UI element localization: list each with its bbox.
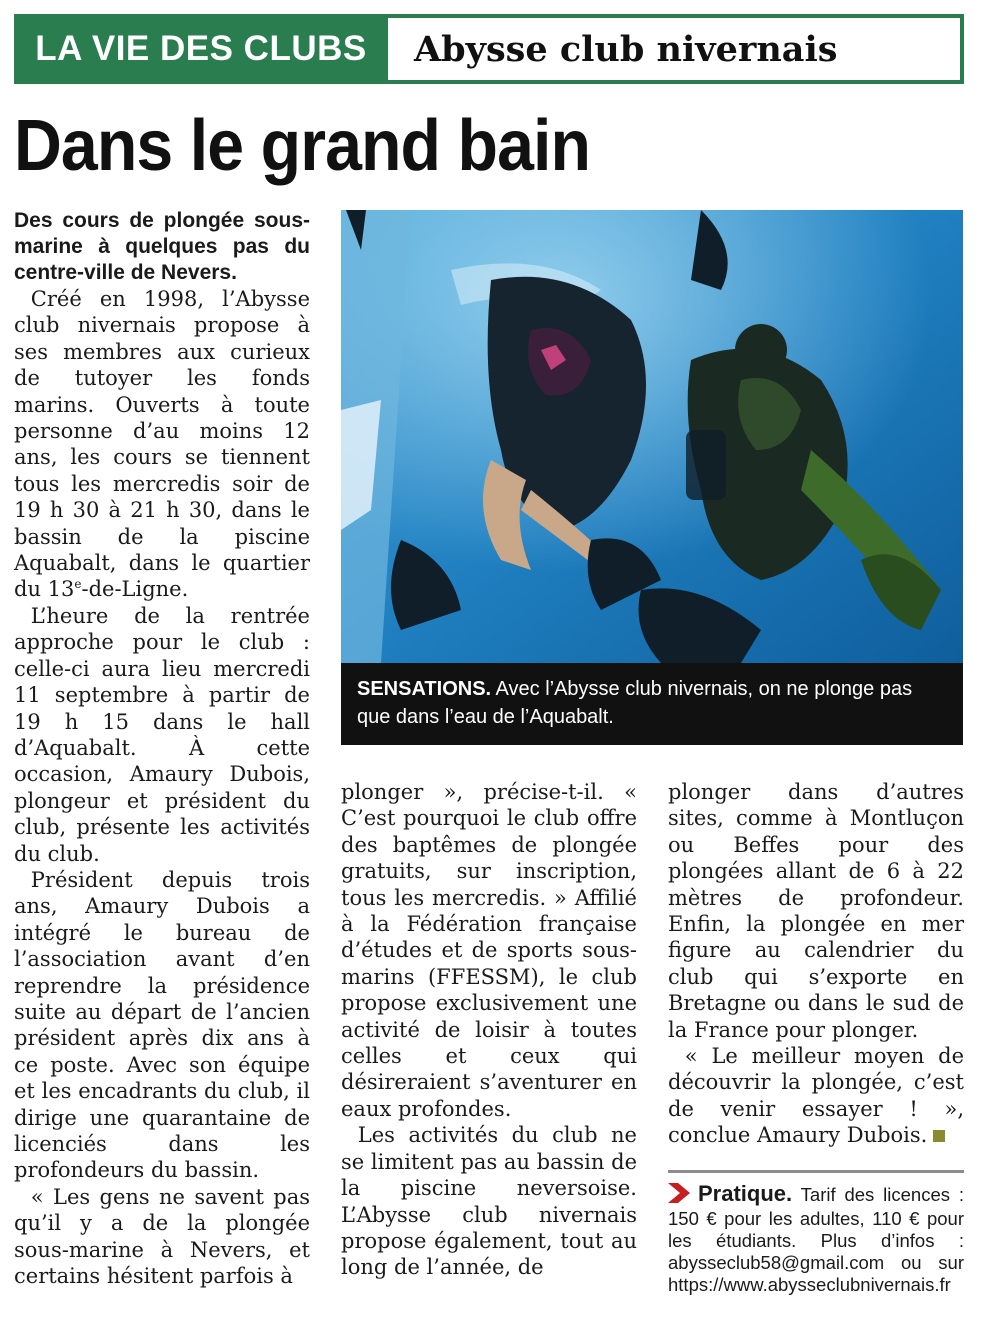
column-3 — [668, 779, 964, 1149]
column-1 — [14, 208, 310, 1289]
paragraph-2: L’heure de la rentrée approche pour le club : celle-ci aura lieu mercredi 11 septembre à partir de 19 h 15 dans le hall d’Aquabalt. À cette occasion, Amaury Dubois, plongeur et président du club, présente les activités du club. — [14, 603, 310, 866]
section-banner — [14, 14, 964, 84]
arrow-right-icon — [668, 1183, 692, 1208]
paragraph-3: Président depuis trois ans, Amaury Dubois a intégré le bureau de l’association avant d’en reprendre la présidence suite au départ de l’ancien président après dix ans à ce poste. Avec son équipe et les encadrants du club, il dirige une quarantaine de licenciés dans les profondeurs du bassin. — [14, 867, 310, 1183]
paragraph-5: plonger », précise-t-il. « C’est pourquoi le club offre des baptêmes de plongée gratuits, sur inscription, tous les mercredis. » Affilié à la Fédération française d’études et de sports sous-marins (FFESSM), le club propose exclusivement une activité de loisir à toutes celles et ceux qui désireraient s’aventurer en eaux profondes. — [341, 780, 637, 1121]
paragraph-8 — [668, 1043, 964, 1149]
paragraph-7: plonger dans d’autres sites, comme à Montluçon ou Beffes pour des plongées allant de 6 à 22 mètres de profondeur. Enfin, la plongée en mer figure au calendrier du club qui s’exporte en Bretagne ou dans le sud de la France pour plonger. — [668, 780, 964, 1042]
paragraph-4: « Les gens ne savent pas qu’il y a de la plongée sous-marine à Nevers, et certains hésitent parfois à — [14, 1184, 310, 1289]
headline: Dans le grand bain — [14, 106, 591, 186]
section-rubric: LA VIE DES CLUBS — [35, 29, 367, 68]
paragraph-6: Les activités du club ne se limitent pas au bassin de la piscine neversoise. L’Abysse club nivernais propose également, tout au long de l’année, de — [341, 1123, 637, 1280]
club-name: Abysse club nivernais — [388, 18, 960, 80]
pratique-box — [668, 1170, 964, 1296]
paragraph-8-text: « Le meilleur moyen de découvrir la plongée, c’est de venir essayer ! », conclue Amaury Dubois. — [668, 1044, 964, 1148]
end-of-article-icon — [933, 1130, 945, 1142]
paragraph-1 — [14, 286, 310, 603]
ordinal-sup: e — [74, 577, 82, 592]
photo-caption — [341, 663, 963, 745]
caption-lead: SENSATIONS. — [357, 678, 492, 700]
pratique-label: Pratique. — [698, 1181, 793, 1206]
paragraph-1-end: -de-Ligne. — [81, 577, 189, 602]
caption-text: Avec l’Abysse club nivernais, on ne plonge pas que dans l’eau de l’Aquabalt. — [357, 678, 913, 728]
column-2 — [341, 779, 637, 1281]
paragraph-1-text: Créé en 1998, l’Abysse club nivernais propose à ses membres aux curieux de tutoyer les fonds marins. Ouverts à toute personne d’au moins 12 ans, les cours se tiennent tous les mercredis soir de 19 h 30 à 21 h 30, dans le bassin de la piscine Aquabalt, dans le quartier du 13 — [14, 287, 310, 602]
article-photo — [341, 210, 963, 663]
diver-photo-illustration — [341, 210, 963, 663]
pratique-text: Tarif des licences : 150 € pour les adultes, 110 € pour les étudiants. Plus d’infos : abysseclub58@gmail.com ou sur https://www.abysseclubnivernais.fr — [668, 1184, 964, 1295]
chapo: Des cours de plongée sous-marine à quelques pas du centre-ville de Nevers. — [14, 209, 310, 284]
